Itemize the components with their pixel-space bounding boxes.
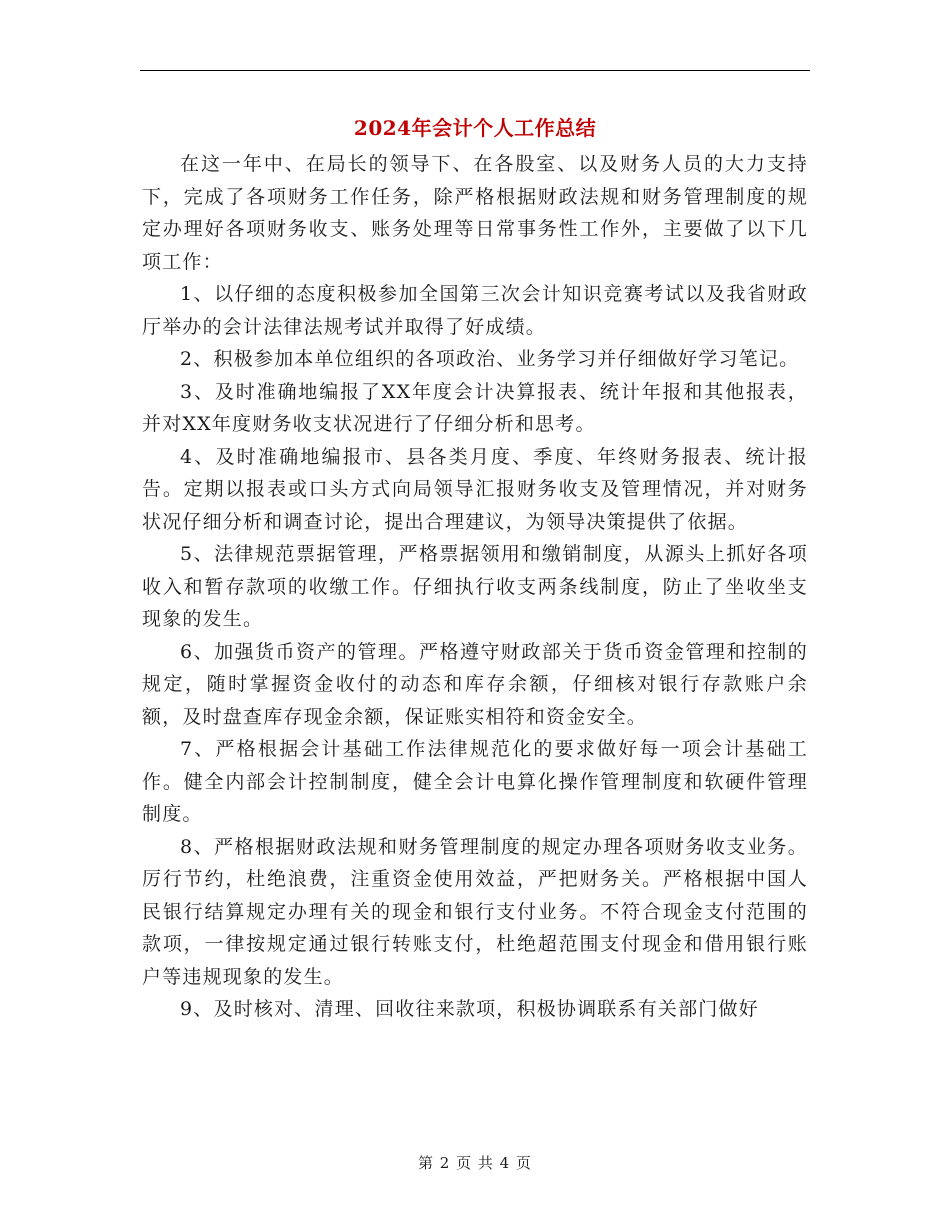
list-item: 7、严格根据会计基础工作法律规范化的要求做好每一项会计基础工作。健全内部会计控制制度，健全会计电算化操作管理制度和软硬件管理制度。: [142, 738, 808, 825]
list-item: 8、严格根据财政法规和财务管理制度的规定办理各项财务收支业务。厉行节约，杜绝浪费，注重资金使用效益，严把财务关。严格根据中国人民银行结算规定办理有关的现金和银行支付业务。不符合现金支付范围的款项，一律按规定通过银行转账支付，杜绝超范围支付现金和借用银行账户等违规现象的发生。: [142, 835, 808, 988]
list-item: 2、积极参加本单位组织的各项政治、业务学习并仔细做好学习笔记。: [180, 348, 800, 370]
page-number: 第 2 页 共 4 页: [418, 1154, 532, 1172]
header-rule: [140, 70, 810, 71]
list-item: 1、以仔细的态度积极参加全国第三次会计知识竞赛考试以及我省财政厅举办的会计法律法规考试并取得了好成绩。: [142, 283, 808, 338]
list-item: 5、法律规范票据管理，严格票据领用和缴销制度，从源头上抓好各项收入和暂存款项的收缴工作。仔细执行收支两条线制度，防止了坐收坐支现象的发生。: [142, 543, 808, 630]
document-body: [142, 148, 808, 1026]
intro-paragraph: 在这一年中、在局长的领导下、在各股室、以及财务人员的大力支持下，完成了各项财务工作任务，除严格根据财政法规和财务管理制度的规定办理好各项财务收支、账务处理等日常事务性工作外，主要做了以下几项工作：: [142, 153, 808, 273]
list-item: 9、及时核对、清理、回收往来款项，积极协调联系有关部门做好: [180, 998, 759, 1020]
list-item: 6、加强货币资产的管理。严格遵守财政部关于货币资金管理和控制的规定，随时掌握资金收付的动态和库存余额，仔细核对银行存款账户余额，及时盘查库存现金余额，保证账实相符和资金安全。: [142, 640, 808, 728]
list-item: 3、及时准确地编报了XX年度会计决算报表、统计年报和其他报表，并对XX年度财务收支状况进行了仔细分析和思考。: [142, 380, 808, 435]
document-title: 2024年会计个人工作总结: [353, 116, 597, 140]
list-item: 4、及时准确地编报市、县各类月度、季度、年终财务报表、统计报告。定期以报表或口头方式向局领导汇报财务收支及管理情况，并对财务状况仔细分析和调查讨论，提出合理建议，为领导决策提供了依据。: [142, 445, 808, 533]
